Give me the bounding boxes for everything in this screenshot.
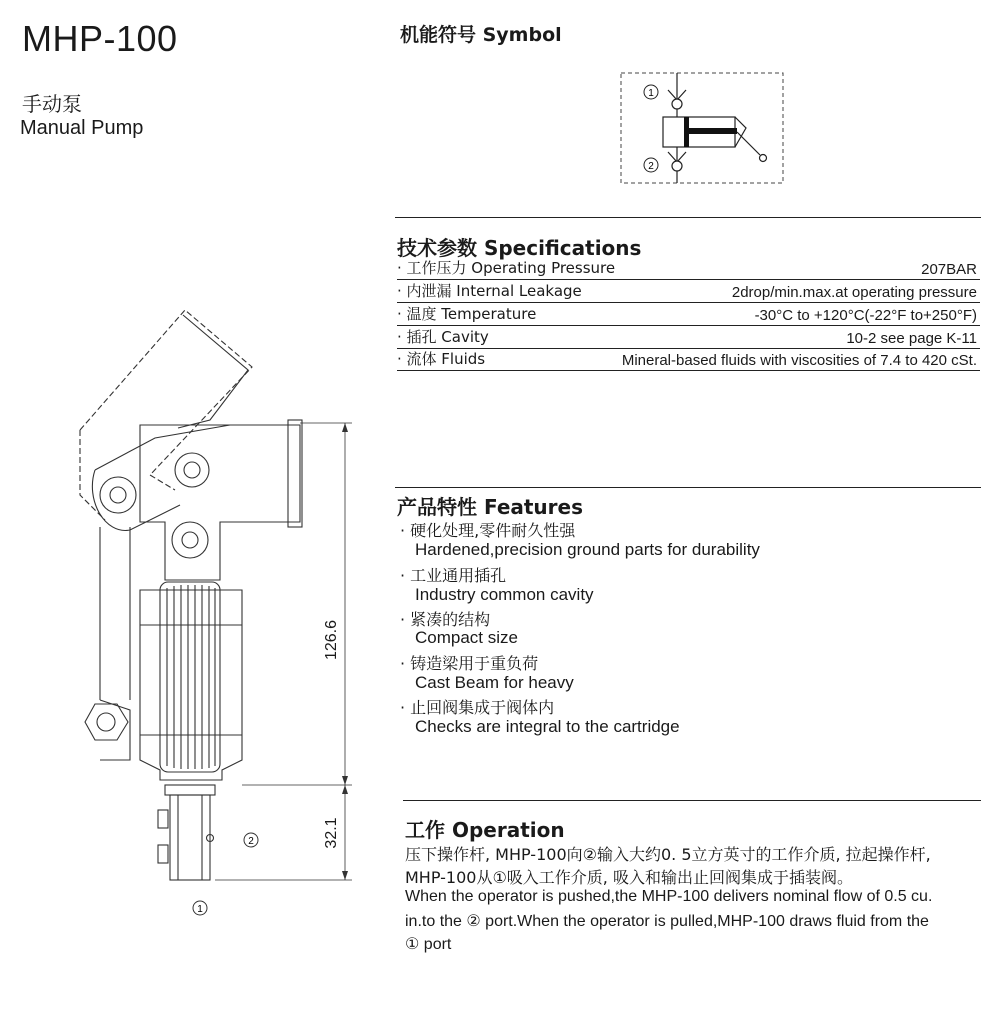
- feature-item-en: Industry common cavity: [415, 585, 594, 604]
- drawing-port-2-badge: [244, 833, 258, 847]
- spec-value: 2drop/min.max.at operating pressure: [731, 284, 977, 301]
- cylinder-icon: [663, 117, 746, 147]
- feature-item-cn: · 工业通用插孔: [400, 566, 507, 585]
- features-divider: [395, 487, 981, 488]
- features-title: 产品特性 Features: [397, 495, 584, 519]
- pivot-pin-icon: [172, 522, 208, 558]
- symbol-port-1-label: 1: [648, 88, 654, 99]
- cartridge-housing: [140, 590, 242, 780]
- spec-row-pressure: [397, 257, 980, 280]
- pivot-pin-icon: [175, 453, 209, 487]
- feature-item-en: Cast Beam for heavy: [415, 673, 574, 692]
- drawing-port-2-label: 2: [248, 836, 254, 847]
- drawing-port-1-label: 1: [197, 904, 203, 915]
- operation-text-line: 压下操作杆, MHP-100向②输入大约0. 5立方英寸的工作介质, 拉起操作杆,: [405, 845, 931, 864]
- handle-lever-icon: [737, 132, 767, 162]
- feature-item-cn: · 铸造梁用于重负荷: [400, 654, 539, 673]
- hex-bolt-icon: [85, 704, 128, 740]
- cartridge-stem: [158, 785, 215, 880]
- spec-row-cavity: [397, 326, 980, 349]
- pump-technical-drawing: [70, 290, 360, 930]
- spec-label: · 工作压力 Operating Pressure: [397, 259, 616, 277]
- feature-item-cn: · 紧凑的结构: [400, 610, 491, 629]
- product-name-cn: 手动泵: [22, 92, 82, 116]
- spec-value: Mineral-based fluids with viscosities of 7.4 to 420 cSt.: [621, 352, 977, 369]
- spec-label: · 内泄漏 Internal Leakage: [397, 282, 582, 300]
- model-title: MHP-100: [22, 18, 178, 59]
- specs-divider: [395, 217, 981, 218]
- handle-phantom-outline: [80, 310, 252, 520]
- spec-value: 10-2 see page K-11: [846, 330, 977, 347]
- operation-divider: [403, 800, 981, 801]
- operation-title: 工作 Operation: [405, 818, 565, 842]
- feature-item-en: Checks are integral to the cartridge: [415, 717, 680, 736]
- feature-item-en: Compact size: [415, 628, 518, 647]
- pivot-pin-icon: [100, 477, 136, 513]
- spec-value: -30°C to +120°C(-22°F to+250°F): [754, 307, 977, 324]
- operation-text-line: MHP-100从①吸入工作介质, 吸入和输出止回阀集成于插装阀。: [405, 868, 853, 887]
- handle-arm: [92, 315, 248, 530]
- dimension-upper-label: 126.6: [323, 619, 340, 661]
- spec-label: · 温度 Temperature: [397, 305, 537, 323]
- spec-row-temperature: [397, 303, 980, 326]
- specs-title: 技术参数 Specifications: [397, 236, 642, 260]
- operation-text-line: When the operator is pushed,the MHP-100 delivers nominal flow of 0.5 cu.: [405, 888, 933, 905]
- symbol-port-2-badge: [644, 158, 658, 172]
- operation-text-line: in.to the ② port.When the operator is pulled,MHP-100 draws fluid from the: [405, 913, 929, 930]
- spec-label: · 插孔 Cavity: [397, 328, 489, 346]
- feature-item-cn: · 止回阀集成于阀体内: [400, 698, 555, 717]
- product-name-en: Manual Pump: [20, 117, 144, 139]
- feature-item-cn: · 硬化处理,零件耐久性强: [400, 521, 576, 540]
- drawing-port-1-badge: [193, 901, 207, 915]
- feature-item-en: Hardened,precision ground parts for durability: [415, 540, 760, 559]
- symbol-port-1-badge: [644, 85, 658, 99]
- knurled-grip: [160, 582, 220, 772]
- spec-value: 207BAR: [921, 261, 977, 278]
- spec-row-fluids: [397, 348, 980, 371]
- operation-text-line: ① port: [405, 936, 452, 953]
- spec-row-leakage: [397, 280, 980, 303]
- spec-label: · 流体 Fluids: [397, 350, 486, 368]
- symbol-title: 机能符号 Symbol: [400, 24, 562, 46]
- symbol-port-2-label: 2: [648, 161, 654, 172]
- hydraulic-symbol: [618, 70, 788, 188]
- dimension-lower-label: 32.1: [323, 817, 340, 849]
